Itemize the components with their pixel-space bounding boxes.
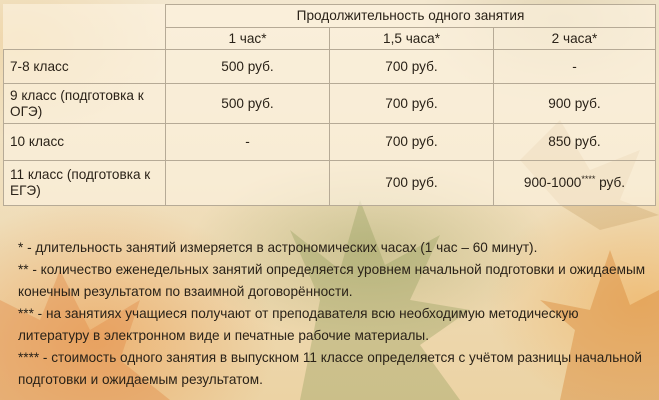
- duration-header-1h: 1 час*: [166, 28, 330, 50]
- footnotes: [18, 237, 648, 391]
- price-cell: 700 руб.: [330, 84, 494, 124]
- price-cell: 850 руб.: [494, 124, 656, 161]
- price-cell: -: [166, 124, 330, 161]
- price-cell-11-grade: [494, 161, 656, 206]
- price-cell: 700 руб.: [330, 161, 494, 206]
- table-corner-cell: [4, 5, 166, 50]
- price-cell: [166, 161, 330, 206]
- price-range: 900-1000: [523, 175, 582, 190]
- footnote: **** - стоимость одного занятия в выпускном 11 классе определяется с учётом разницы начальной подготовки и ожидаемым результатом.: [18, 350, 642, 387]
- price-cell: 700 руб.: [330, 124, 494, 161]
- price-cell: 700 руб.: [330, 50, 494, 84]
- price-cell: 500 руб.: [166, 50, 330, 84]
- price-cell: -: [494, 50, 656, 84]
- footnote: *** - на занятиях учащиеся получают от преподавателя всю необходимую методическую литературу в электронном виде и печатные рабочие материалы.: [18, 306, 579, 343]
- grade-cell: 9 класс (подготовка к ОГЭ): [4, 84, 166, 124]
- table-row: [4, 161, 656, 206]
- price-table: [3, 4, 656, 206]
- price-unit: руб.: [595, 175, 626, 190]
- table-row: [4, 124, 656, 161]
- grade-cell: 7-8 класс: [4, 50, 166, 84]
- duration-group-header: Продолжительность одного занятия: [166, 5, 656, 28]
- price-cell: 900 руб.: [494, 84, 656, 124]
- grade-cell: 10 класс: [4, 124, 166, 161]
- table-row: [4, 84, 656, 124]
- footnote-marker: ****: [581, 174, 596, 184]
- grade-cell: 11 класс (подготовка к ЕГЭ): [4, 161, 166, 206]
- price-cell: 500 руб.: [166, 84, 330, 124]
- duration-header-1-5h: 1,5 часа*: [330, 28, 494, 50]
- table-header-row: [4, 5, 656, 28]
- duration-header-2h: 2 часа*: [494, 28, 656, 50]
- table-row: [4, 50, 656, 84]
- footnote: * - длительность занятий измеряется в астрономических часах (1 час – 60 минут).: [18, 240, 538, 255]
- footnote: ** - количество еженедельных занятий определяется уровнем начальной подготовки и ожидаемым конечным результатом по взаимной договорённости.: [18, 262, 646, 299]
